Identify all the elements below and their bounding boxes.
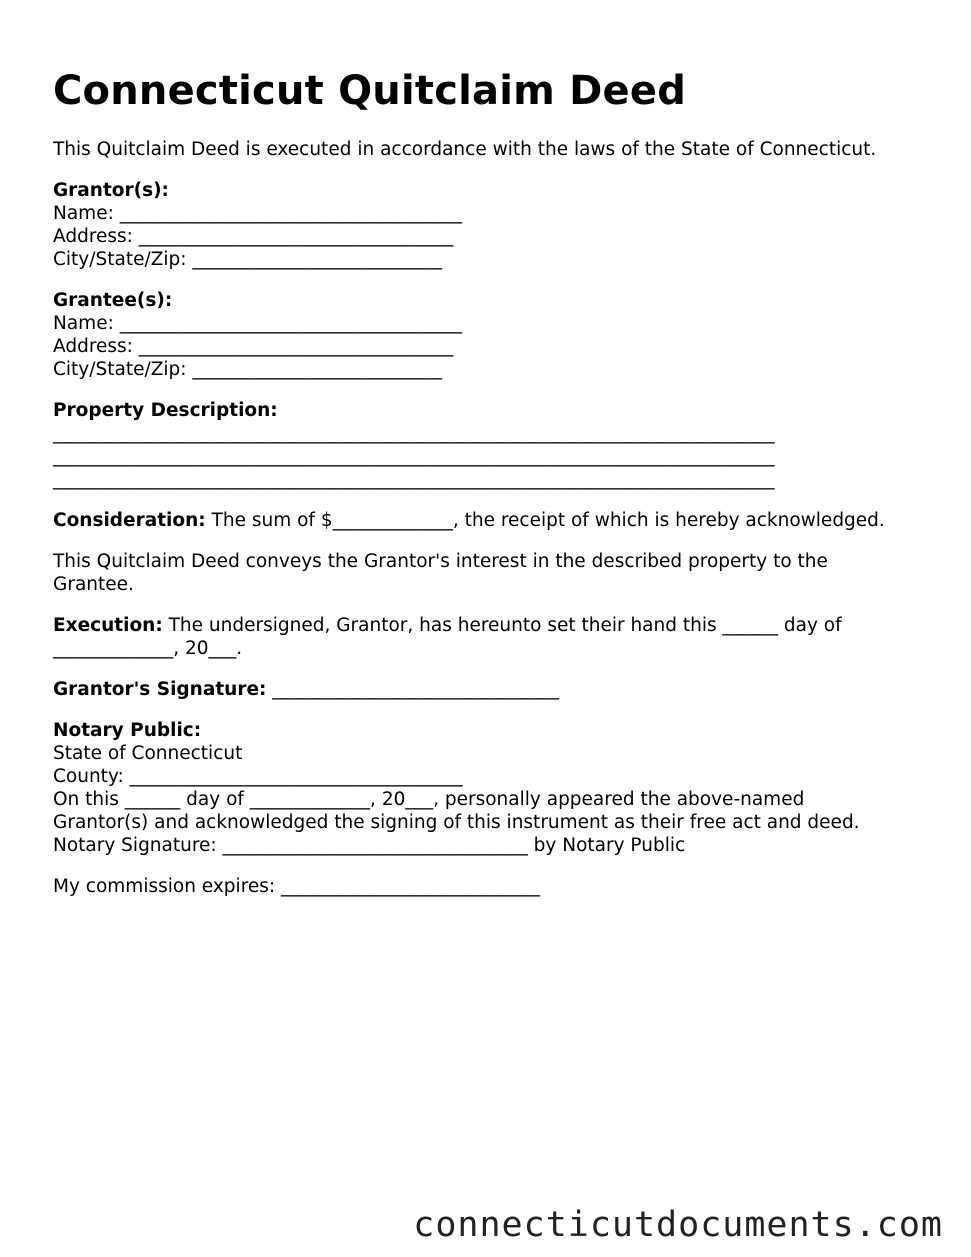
- commission-section: [53, 875, 933, 898]
- notary-section: [53, 719, 933, 857]
- grantor-address-field: Address: __________________________________: [53, 226, 454, 247]
- property-heading: Property Description:: [53, 400, 278, 421]
- grantee-city-field: City/State/Zip: ___________________________: [53, 359, 443, 380]
- document-page: [53, 66, 933, 916]
- consideration-text: The sum of $_____________, the receipt of which is hereby acknowledged.: [205, 510, 885, 531]
- execution-line-2: _____________, 20___.: [53, 638, 243, 659]
- grantor-signature-line: [53, 678, 933, 701]
- execution-section: [53, 614, 933, 660]
- execution-line-1: [53, 614, 933, 637]
- notary-heading: Notary Public:: [53, 720, 202, 741]
- property-line: ______________________________________________________________________________: [53, 423, 775, 444]
- notary-appearance-line-2: Grantor(s) and acknowledged the signing of this instrument as their free act and deed.: [53, 812, 860, 833]
- watermark-text: connecticutdocuments.com: [413, 1205, 943, 1245]
- grantor-signature-section: [53, 678, 933, 701]
- property-line: ______________________________________________________________________________: [53, 446, 775, 467]
- consideration-line: [53, 509, 933, 532]
- document-title: Connecticut Quitclaim Deed: [53, 68, 687, 114]
- grantee-section: [53, 289, 933, 381]
- grantor-signature-label: Grantor's Signature:: [53, 679, 267, 700]
- grantee-name-field: Name: _____________________________________: [53, 313, 462, 334]
- notary-county-field: County: ____________________________________: [53, 766, 463, 787]
- grantor-name-field: Name: _____________________________________: [53, 203, 462, 224]
- notary-signature-field: Notary Signature: _________________________________ by Notary Public: [53, 835, 686, 856]
- grantor-signature-blank: _______________________________: [266, 679, 560, 700]
- commission-expires-field: My commission expires: ____________________________: [53, 876, 541, 897]
- property-line: ______________________________________________________________________________: [53, 469, 775, 490]
- intro-paragraph: [53, 138, 933, 161]
- consideration-section: [53, 509, 933, 532]
- conveys-line-1: This Quitclaim Deed conveys the Grantor's interest in the described property to the: [53, 551, 828, 572]
- grantor-section: [53, 179, 933, 271]
- property-section: [53, 399, 933, 491]
- grantee-heading: Grantee(s):: [53, 290, 173, 311]
- grantor-city-field: City/State/Zip: ___________________________: [53, 249, 443, 270]
- conveys-paragraph: [53, 550, 933, 596]
- grantor-heading: Grantor(s):: [53, 180, 169, 201]
- intro-text: This Quitclaim Deed is executed in accordance with the laws of the State of Connecticut.: [53, 139, 877, 160]
- notary-state: State of Connecticut: [53, 743, 243, 764]
- consideration-label: Consideration:: [53, 510, 206, 531]
- conveys-line-2: Grantee.: [53, 574, 134, 595]
- notary-appearance-line-1: On this ______ day of _____________, 20___, personally appeared the above-named: [53, 789, 805, 810]
- execution-text: The undersigned, Grantor, has hereunto set their hand this ______ day of: [162, 615, 842, 636]
- grantee-address-field: Address: __________________________________: [53, 336, 454, 357]
- execution-label: Execution:: [53, 615, 163, 636]
